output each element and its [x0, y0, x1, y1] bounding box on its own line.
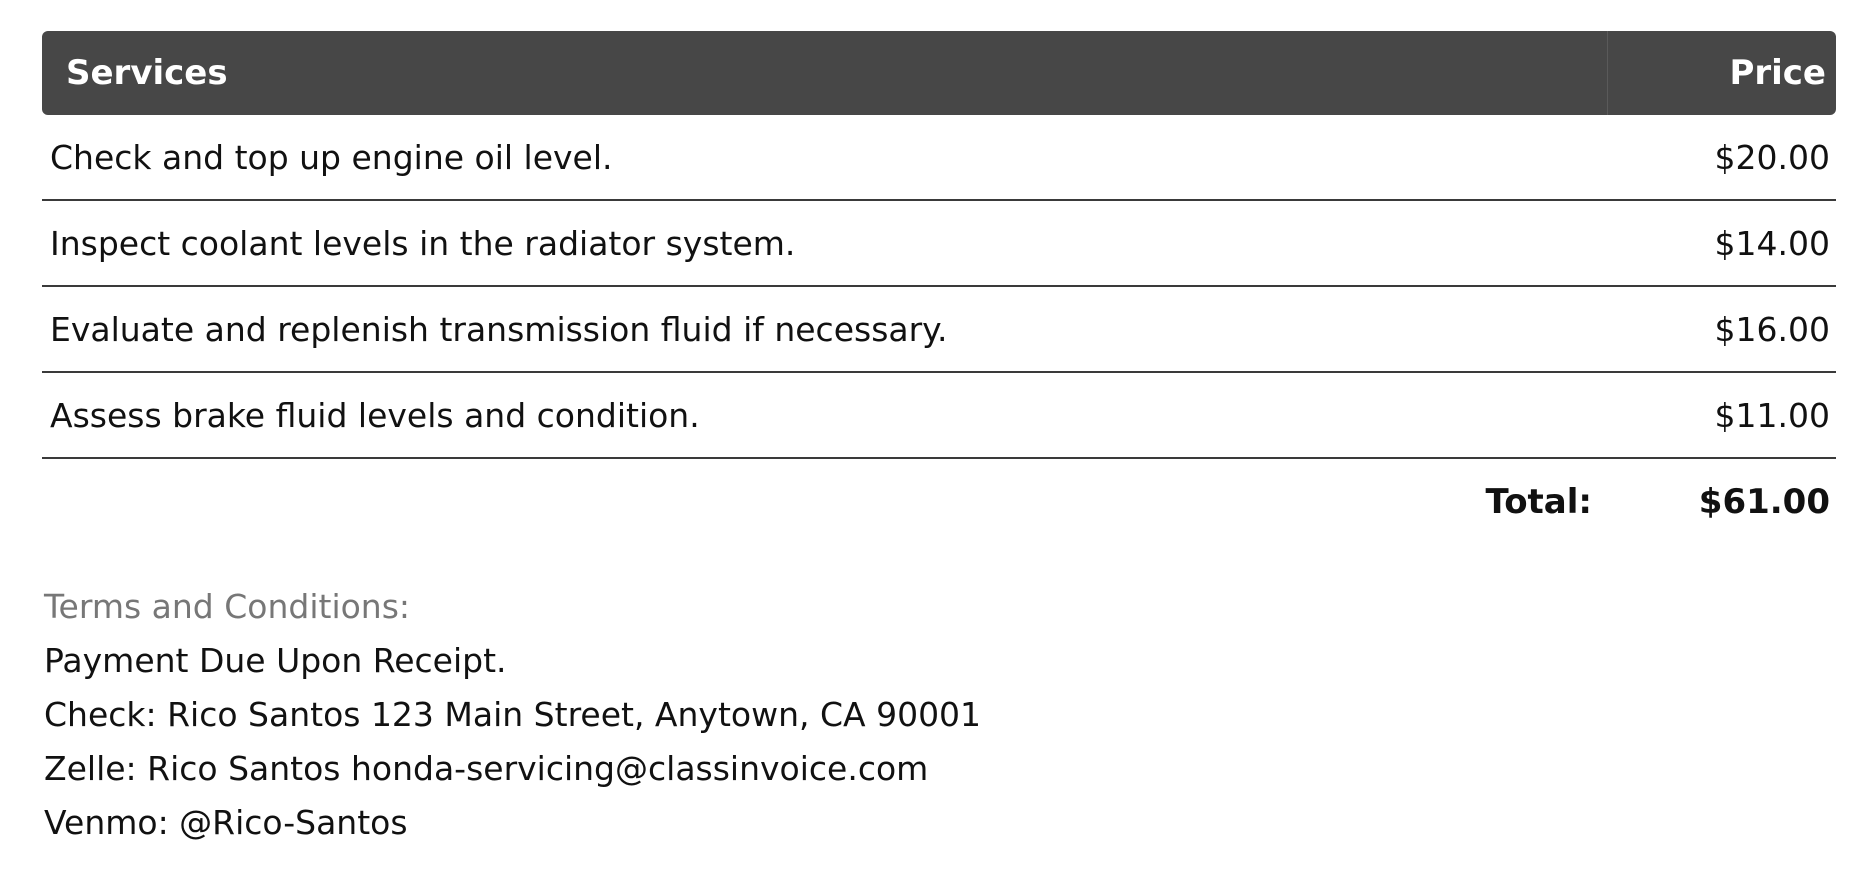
service-description: Assess brake fluid levels and condition.: [50, 395, 700, 435]
table-row: [42, 287, 1836, 373]
terms-section: [44, 580, 981, 850]
terms-payment-due: Payment Due Upon Receipt.: [44, 641, 507, 680]
table-row: [42, 373, 1836, 459]
service-price: $14.00: [1714, 223, 1830, 263]
terms-venmo-info: Venmo: @Rico-Santos: [44, 803, 408, 842]
services-table: [42, 31, 1836, 545]
service-description: Evaluate and replenish transmission fluid if necessary.: [50, 309, 948, 349]
table-row: [42, 115, 1836, 201]
table-header: [42, 31, 1836, 115]
service-price: $16.00: [1714, 309, 1830, 349]
terms-zelle-info: Zelle: Rico Santos honda-servicing@classinvoice.com: [44, 749, 929, 788]
table-row: [42, 201, 1836, 287]
total-label: Total:: [1485, 482, 1592, 522]
terms-check-info: Check: Rico Santos 123 Main Street, Anytown, CA 90001: [44, 695, 982, 734]
header-divider: [1607, 31, 1608, 115]
services-column-header: Services: [66, 53, 228, 93]
service-price: $20.00: [1714, 137, 1830, 177]
terms-heading: Terms and Conditions:: [44, 587, 411, 626]
service-description: Check and top up engine oil level.: [50, 137, 613, 177]
total-row: [42, 459, 1836, 545]
service-price: $11.00: [1714, 395, 1830, 435]
total-value: $61.00: [1698, 482, 1830, 522]
price-column-header: Price: [1729, 53, 1826, 93]
service-description: Inspect coolant levels in the radiator system.: [50, 223, 796, 263]
